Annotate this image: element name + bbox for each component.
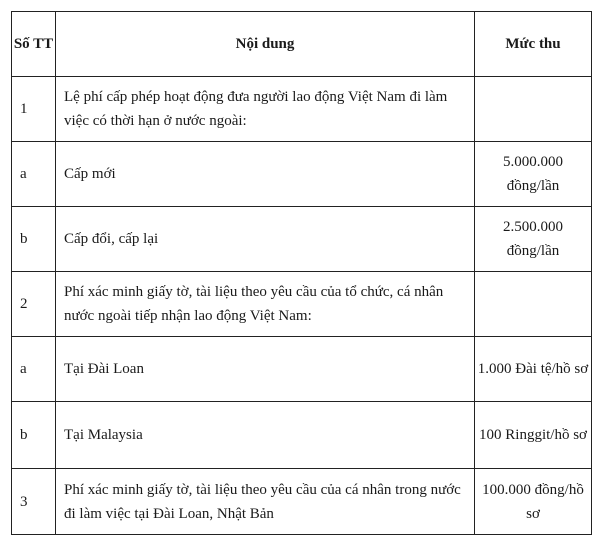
- row-content: Tại Malaysia: [56, 402, 475, 469]
- row-stt: b: [12, 402, 56, 469]
- row-stt: a: [12, 337, 56, 402]
- header-content: Nội dung: [56, 12, 475, 77]
- row-fee: 5.000.000 đồng/lần: [475, 142, 592, 207]
- table-header-row: [12, 12, 592, 77]
- row-content: Cấp đổi, cấp lại: [56, 207, 475, 272]
- row-fee: [475, 77, 592, 142]
- row-stt: 2: [12, 272, 56, 337]
- row-fee: 100.000 đồng/hồ sơ: [475, 469, 592, 535]
- row-fee: 1.000 Đài tệ/hồ sơ: [475, 337, 592, 402]
- row-content: Cấp mới: [56, 142, 475, 207]
- fee-table: [11, 11, 592, 535]
- row-content: Tại Đài Loan: [56, 337, 475, 402]
- row-fee: 2.500.000 đồng/lần: [475, 207, 592, 272]
- table-row: [12, 142, 592, 207]
- row-content: Phí xác minh giấy tờ, tài liệu theo yêu cầu của tổ chức, cá nhân nước ngoài tiếp nhận lao động Việt Nam:: [56, 272, 475, 337]
- table-row: [12, 207, 592, 272]
- header-fee: Mức thu: [475, 12, 592, 77]
- header-stt: Số TT: [12, 12, 56, 77]
- row-stt: 1: [12, 77, 56, 142]
- row-content: Phí xác minh giấy tờ, tài liệu theo yêu cầu của cá nhân trong nước đi làm việc tại Đài Loan, Nhật Bản: [56, 469, 475, 535]
- row-fee: [475, 272, 592, 337]
- table-row: [12, 402, 592, 469]
- table-row: [12, 469, 592, 535]
- table-row: [12, 337, 592, 402]
- table-row: [12, 272, 592, 337]
- row-fee: 100 Ringgit/hồ sơ: [475, 402, 592, 469]
- row-stt: 3: [12, 469, 56, 535]
- row-stt: a: [12, 142, 56, 207]
- row-stt: b: [12, 207, 56, 272]
- table-row: [12, 77, 592, 142]
- row-content: Lệ phí cấp phép hoạt động đưa người lao động Việt Nam đi làm việc có thời hạn ở nước ngoài:: [56, 77, 475, 142]
